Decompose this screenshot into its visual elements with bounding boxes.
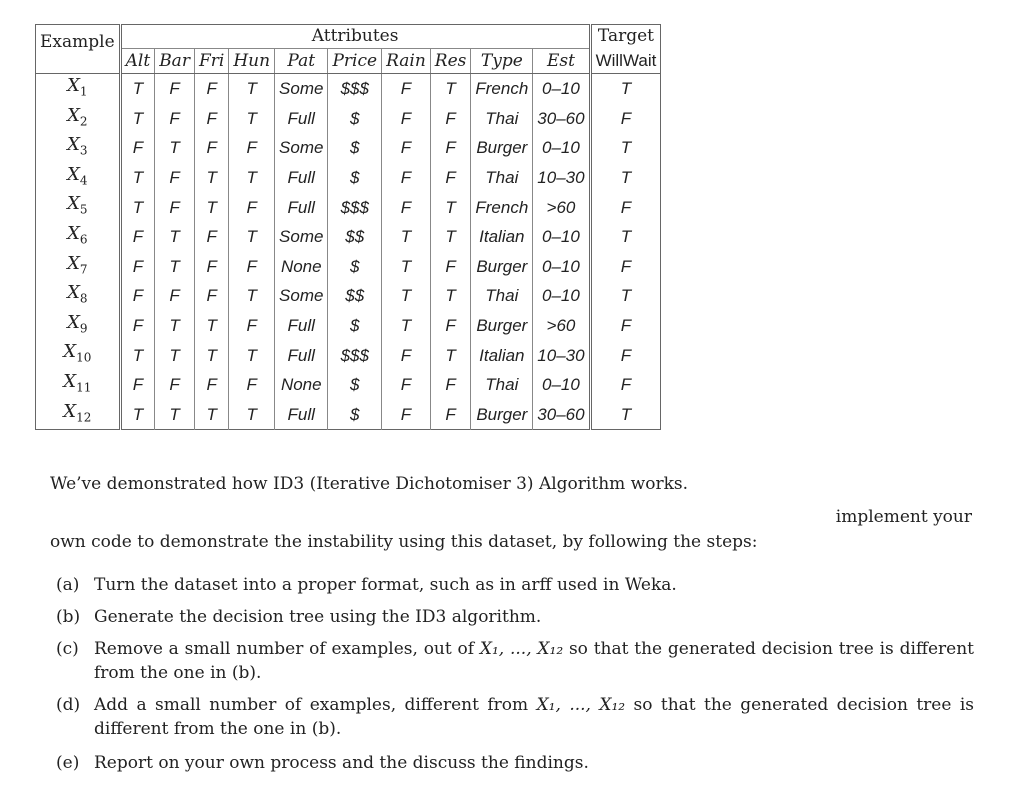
cell-willwait: T	[590, 163, 661, 193]
column-header-row	[36, 49, 661, 74]
step-e	[56, 751, 974, 775]
cell-rain: F	[382, 370, 431, 400]
cell-res: F	[430, 400, 471, 430]
table-row	[36, 400, 661, 430]
step-label: (b)	[56, 607, 81, 627]
cell-fri: F	[194, 133, 228, 163]
cell-hun: T	[229, 340, 275, 370]
cell-hun: F	[229, 252, 275, 282]
cell-pat: Full	[275, 311, 328, 341]
cell-rain: F	[382, 400, 431, 430]
step-text-pre: Remove a small number of examples, out of	[94, 639, 480, 659]
cell-willwait: T	[590, 74, 661, 104]
step-text: Report on your own process and the discuss the findings.	[94, 753, 589, 773]
cell-rain: F	[382, 192, 431, 222]
cell-res: T	[430, 222, 471, 252]
cell-rain: F	[382, 133, 431, 163]
step-a	[56, 573, 974, 597]
cell-fri: T	[194, 400, 228, 430]
example-id	[36, 340, 121, 370]
step-text-pre: Add a small number of examples, different from	[94, 695, 537, 715]
cell-type: Burger	[471, 311, 533, 341]
cell-willwait: F	[590, 370, 661, 400]
cell-fri: T	[194, 192, 228, 222]
cell-hun: F	[229, 192, 275, 222]
cell-type: Italian	[471, 222, 533, 252]
example-index: 8	[79, 291, 88, 306]
cell-rain: F	[382, 104, 431, 134]
cell-type: French	[471, 74, 533, 104]
column-header-hun: Hun	[229, 49, 275, 74]
column-header-est: Est	[533, 49, 590, 74]
column-header-res: Res	[430, 49, 471, 74]
example-letter: X	[63, 370, 77, 392]
cell-rain: F	[382, 340, 431, 370]
cell-alt: F	[120, 133, 155, 163]
cell-res: F	[430, 104, 471, 134]
cell-fri: F	[194, 370, 228, 400]
cell-res: T	[430, 281, 471, 311]
cell-pat: Full	[275, 400, 328, 430]
cell-res: F	[430, 311, 471, 341]
cell-est: 0–10	[533, 252, 590, 282]
cell-willwait: F	[590, 192, 661, 222]
table-row	[36, 163, 661, 193]
table-row	[36, 340, 661, 370]
cell-alt: T	[120, 104, 155, 134]
implement-text: implement your	[835, 507, 972, 527]
cell-alt: T	[120, 340, 155, 370]
cell-price: $	[328, 104, 382, 134]
example-id	[36, 74, 121, 104]
table-row	[36, 104, 661, 134]
column-header-willwait: WillWait	[590, 49, 661, 74]
step-label: (c)	[56, 639, 79, 659]
cell-price: $	[328, 252, 382, 282]
example-id	[36, 370, 121, 400]
example-id	[36, 252, 121, 282]
example-letter: X	[63, 341, 77, 363]
cell-est: 0–10	[533, 281, 590, 311]
cell-res: F	[430, 252, 471, 282]
cell-willwait: F	[590, 311, 661, 341]
table-body	[36, 74, 661, 430]
cell-rain: T	[382, 281, 431, 311]
cell-willwait: F	[590, 104, 661, 134]
cell-pat: Some	[275, 133, 328, 163]
example-id	[36, 400, 121, 430]
step-d	[56, 693, 974, 741]
cell-price: $$$	[328, 340, 382, 370]
example-id	[36, 104, 121, 134]
cell-bar: T	[155, 311, 195, 341]
table-row	[36, 74, 661, 104]
example-letter: X	[67, 193, 80, 215]
cell-rain: T	[382, 311, 431, 341]
example-index: 6	[79, 232, 88, 247]
cell-alt: F	[120, 252, 155, 282]
example-id	[36, 192, 121, 222]
step-math: X₁, ..., X₁₂	[479, 639, 564, 659]
cell-pat: Some	[275, 281, 328, 311]
table-row	[36, 192, 661, 222]
cell-est: 30–60	[533, 104, 590, 134]
cell-fri: F	[194, 74, 228, 104]
table-row	[36, 281, 661, 311]
step-label: (e)	[56, 753, 80, 773]
cell-type: Burger	[471, 400, 533, 430]
cell-res: T	[430, 192, 471, 222]
cell-hun: T	[229, 222, 275, 252]
cell-type: Burger	[471, 252, 533, 282]
cell-bar: T	[155, 133, 195, 163]
example-index: 10	[76, 350, 92, 365]
cell-res: F	[430, 163, 471, 193]
example-index: 9	[79, 321, 88, 336]
cell-est: 30–60	[533, 400, 590, 430]
cell-willwait: T	[590, 400, 661, 430]
attributes-header: Attributes	[120, 25, 590, 49]
cell-est: 0–10	[533, 222, 590, 252]
example-index: 4	[79, 173, 88, 188]
cell-bar: F	[155, 163, 195, 193]
cell-price: $	[328, 400, 382, 430]
step-text-post: so that the generated decision tree is different from the one in (b).	[94, 695, 974, 739]
example-index: 3	[79, 143, 88, 158]
cell-res: F	[430, 370, 471, 400]
step-math: X₁, ..., X₁₂	[536, 695, 626, 715]
cell-price: $$$	[328, 74, 382, 104]
cell-alt: T	[120, 400, 155, 430]
cell-alt: F	[120, 222, 155, 252]
cell-price: $	[328, 370, 382, 400]
cell-price: $	[328, 163, 382, 193]
cell-res: F	[430, 133, 471, 163]
cell-bar: F	[155, 281, 195, 311]
table-row	[36, 133, 661, 163]
own-code-text: own code to demonstrate the instability using this dataset, by following the steps:	[50, 532, 758, 552]
cell-rain: F	[382, 74, 431, 104]
step-b	[56, 605, 974, 629]
column-header-pat: Pat	[275, 49, 328, 74]
cell-alt: T	[120, 192, 155, 222]
cell-fri: T	[194, 163, 228, 193]
cell-fri: T	[194, 340, 228, 370]
column-header-type: Type	[471, 49, 533, 74]
cell-res: T	[430, 340, 471, 370]
step-text	[94, 693, 974, 741]
cell-hun: T	[229, 104, 275, 134]
example-index: 7	[79, 262, 88, 277]
cell-hun: T	[229, 74, 275, 104]
cell-bar: T	[155, 340, 195, 370]
table-row	[36, 252, 661, 282]
cell-alt: T	[120, 163, 155, 193]
cell-bar: F	[155, 370, 195, 400]
cell-bar: F	[155, 104, 195, 134]
cell-alt: F	[120, 311, 155, 341]
cell-alt: F	[120, 370, 155, 400]
cell-hun: T	[229, 281, 275, 311]
example-letter: X	[67, 104, 80, 126]
cell-price: $	[328, 133, 382, 163]
cell-price: $$	[328, 281, 382, 311]
cell-res: T	[430, 74, 471, 104]
cell-willwait: F	[590, 340, 661, 370]
cell-bar: F	[155, 74, 195, 104]
cell-bar: T	[155, 222, 195, 252]
step-text: Turn the dataset into a proper format, such as in arff used in Weka.	[94, 575, 677, 595]
table-row	[36, 311, 661, 341]
example-letter: X	[67, 282, 80, 304]
table-row	[36, 370, 661, 400]
cell-rain: T	[382, 222, 431, 252]
example-letter: X	[67, 252, 80, 274]
example-letter: X	[67, 311, 80, 333]
example-id	[36, 222, 121, 252]
cell-pat: Full	[275, 104, 328, 134]
intro-text: We’ve demonstrated how ID3 (Iterative Dichotomiser 3) Algorithm works.	[50, 474, 689, 494]
cell-fri: F	[194, 281, 228, 311]
step-c	[56, 637, 974, 685]
cell-willwait: T	[590, 133, 661, 163]
example-letter: X	[67, 75, 80, 96]
cell-pat: None	[275, 370, 328, 400]
cell-est: 10–30	[533, 163, 590, 193]
cell-type: Burger	[471, 133, 533, 163]
step-text: Generate the decision tree using the ID3 algorithm.	[94, 607, 542, 627]
cell-est: 0–10	[533, 74, 590, 104]
example-header: Example	[36, 25, 121, 74]
cell-est: 10–30	[533, 340, 590, 370]
cell-price: $$$	[328, 192, 382, 222]
cell-alt: T	[120, 74, 155, 104]
step-text	[94, 637, 974, 685]
example-index: 1	[79, 84, 88, 99]
cell-fri: F	[194, 252, 228, 282]
cell-type: Thai	[471, 370, 533, 400]
cell-fri: F	[194, 222, 228, 252]
cell-willwait: F	[590, 252, 661, 282]
example-id	[36, 133, 121, 163]
example-id	[36, 281, 121, 311]
cell-type: French	[471, 192, 533, 222]
cell-rain: F	[382, 163, 431, 193]
cell-pat: Some	[275, 74, 328, 104]
cell-bar: T	[155, 252, 195, 282]
step-label: (a)	[56, 575, 80, 595]
example-letter: X	[63, 400, 77, 422]
cell-est: >60	[533, 311, 590, 341]
example-id	[36, 163, 121, 193]
column-header-rain: Rain	[382, 49, 431, 74]
column-header-fri: Fri	[194, 49, 228, 74]
example-index: 5	[79, 202, 88, 217]
cell-fri: T	[194, 311, 228, 341]
cell-pat: Some	[275, 222, 328, 252]
example-index: 12	[76, 410, 92, 425]
example-letter: X	[67, 134, 80, 156]
example-id	[36, 311, 121, 341]
column-header-bar: Bar	[155, 49, 195, 74]
column-header-alt: Alt	[120, 49, 155, 74]
cell-fri: F	[194, 104, 228, 134]
cell-hun: T	[229, 163, 275, 193]
cell-rain: T	[382, 252, 431, 282]
restaurant-dataset-table	[35, 24, 661, 430]
cell-type: Italian	[471, 340, 533, 370]
cell-pat: Full	[275, 192, 328, 222]
target-header: Target	[590, 25, 661, 49]
cell-alt: F	[120, 281, 155, 311]
cell-hun: F	[229, 370, 275, 400]
step-text-post: so that the generated decision tree is different from the one in (b).	[94, 639, 974, 683]
example-index: 11	[76, 380, 92, 395]
cell-price: $	[328, 311, 382, 341]
cell-pat: Full	[275, 163, 328, 193]
cell-willwait: T	[590, 222, 661, 252]
cell-type: Thai	[471, 104, 533, 134]
cell-est: >60	[533, 192, 590, 222]
cell-hun: F	[229, 133, 275, 163]
cell-type: Thai	[471, 163, 533, 193]
example-index: 2	[79, 114, 88, 129]
cell-est: 0–10	[533, 370, 590, 400]
step-label: (d)	[56, 695, 81, 715]
cell-willwait: T	[590, 281, 661, 311]
cell-hun: F	[229, 311, 275, 341]
example-letter: X	[67, 163, 80, 185]
cell-pat: None	[275, 252, 328, 282]
cell-hun: T	[229, 400, 275, 430]
cell-bar: F	[155, 192, 195, 222]
column-header-price: Price	[328, 49, 382, 74]
cell-price: $$	[328, 222, 382, 252]
example-letter: X	[67, 222, 80, 244]
cell-pat: Full	[275, 340, 328, 370]
table-row	[36, 222, 661, 252]
cell-est: 0–10	[533, 133, 590, 163]
cell-bar: T	[155, 400, 195, 430]
cell-type: Thai	[471, 281, 533, 311]
